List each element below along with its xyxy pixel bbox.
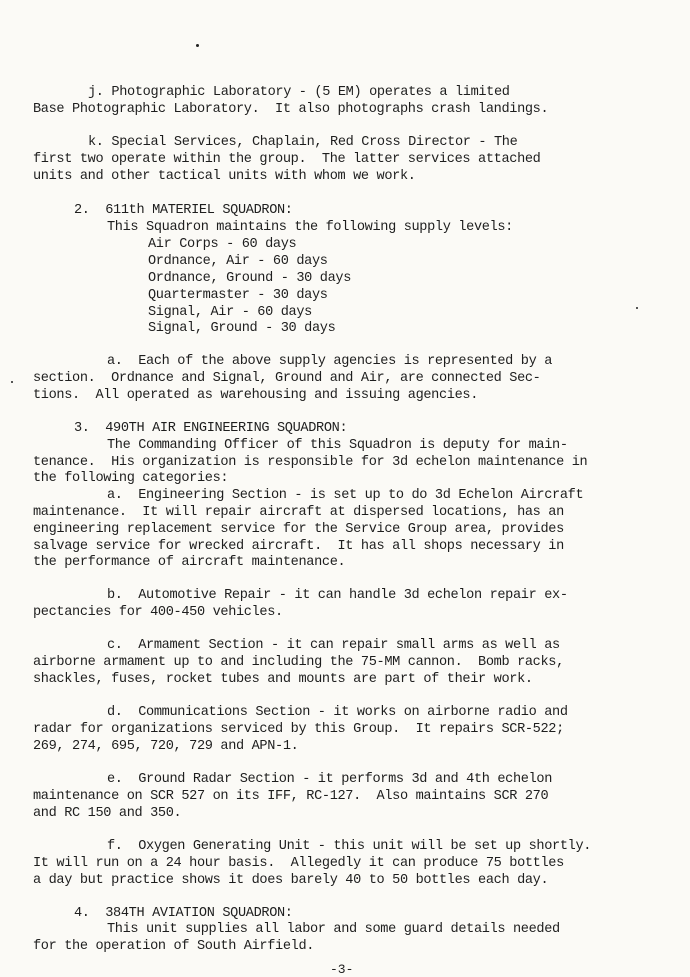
stray-mark <box>196 44 199 47</box>
para-3a-line: engineering replacement service for the Service Group area, provides <box>33 522 564 537</box>
section-4-line: This unit supplies all labor and some guard details needed <box>107 922 560 937</box>
para-k-line: k. Special Services, Chaplain, Red Cross Director - The <box>88 135 518 150</box>
section-3-line: The Commanding Officer of this Squadron is deputy for main- <box>107 438 568 453</box>
section-4-line: for the operation of South Airfield. <box>33 939 315 954</box>
supply-level-item: Quartermaster - 30 days <box>148 288 328 303</box>
para-3f-line: It will run on a 24 hour basis. Allegedly it can produce 75 bottles <box>33 856 564 871</box>
section-3-line: tenance. His organization is responsible for 3d echelon maintenance in <box>33 455 588 470</box>
para-3a-line: maintenance. It will repair aircraft at dispersed locations, has an <box>33 505 564 520</box>
para-3c-line: airborne armament up to and including the 75-MM cannon. Bomb racks, <box>33 655 564 670</box>
para-3d-line: radar for organizations serviced by this Group. It repairs SCR-522; <box>33 722 564 737</box>
para-k-line: units and other tactical units with whom we work. <box>33 169 416 184</box>
supply-level-item: Air Corps - 60 days <box>148 237 297 252</box>
para-3a-line: salvage service for wrecked aircraft. It has all shops necessary in <box>33 539 564 554</box>
para-2a-line: a. Each of the above supply agencies is represented by a <box>107 354 553 369</box>
para-j-line: Base Photographic Laboratory. It also photographs crash landings. <box>33 102 549 117</box>
para-2a-line: section. Ordnance and Signal, Ground and Air, are connected Sec- <box>33 371 541 386</box>
para-3d-line: 269, 274, 695, 720, 729 and APN-1. <box>33 739 299 754</box>
para-k-line: first two operate within the group. The latter services attached <box>33 152 541 167</box>
section-2-intro: This Squadron maintains the following supply levels: <box>107 220 513 235</box>
supply-level-item: Signal, Ground - 30 days <box>148 321 336 336</box>
para-3e-line: maintenance on SCR 527 on its IFF, RC-127. Also maintains SCR 270 <box>33 789 549 804</box>
supply-level-item: Ordnance, Ground - 30 days <box>148 271 351 286</box>
section-3-heading: 3. 490TH AIR ENGINEERING SQUADRON: <box>74 421 348 436</box>
para-3a-line: a. Engineering Section - is set up to do 3d Echelon Aircraft <box>107 488 584 503</box>
stray-mark <box>636 307 638 309</box>
supply-level-item: Signal, Air - 60 days <box>148 305 312 320</box>
para-j-line: j. Photographic Laboratory - (5 EM) operates a limited <box>88 85 510 100</box>
para-3d-line: d. Communications Section - it works on airborne radio and <box>107 705 568 720</box>
page-number: -3- <box>330 962 354 977</box>
section-2-heading: 2. 611th MATERIEL SQUADRON: <box>74 203 293 218</box>
section-3-line: the following categories: <box>33 471 229 486</box>
para-3b-line: pectancies for 400-450 vehicles. <box>33 605 283 620</box>
section-4-heading: 4. 384TH AVIATION SQUADRON: <box>74 906 293 921</box>
stray-mark <box>11 381 13 383</box>
para-3f-line: a day but practice shows it does barely 40 to 50 bottles each day. <box>33 873 549 888</box>
para-3c-line: shackles, fuses, rocket tubes and mounts are part of their work. <box>33 672 533 687</box>
para-2a-line: tions. All operated as warehousing and issuing agencies. <box>33 388 479 403</box>
para-3f-line: f. Oxygen Generating Unit - this unit will be set up shortly. <box>107 839 592 854</box>
para-3e-line: e. Ground Radar Section - it performs 3d and 4th echelon <box>107 772 553 787</box>
para-3a-line: the performance of aircraft maintenance. <box>33 555 346 570</box>
para-3e-line: and RC 150 and 350. <box>33 806 182 821</box>
supply-level-item: Ordnance, Air - 60 days <box>148 254 328 269</box>
para-3c-line: c. Armament Section - it can repair small arms as well as <box>107 638 560 653</box>
para-3b-line: b. Automotive Repair - it can handle 3d echelon repair ex- <box>107 588 568 603</box>
